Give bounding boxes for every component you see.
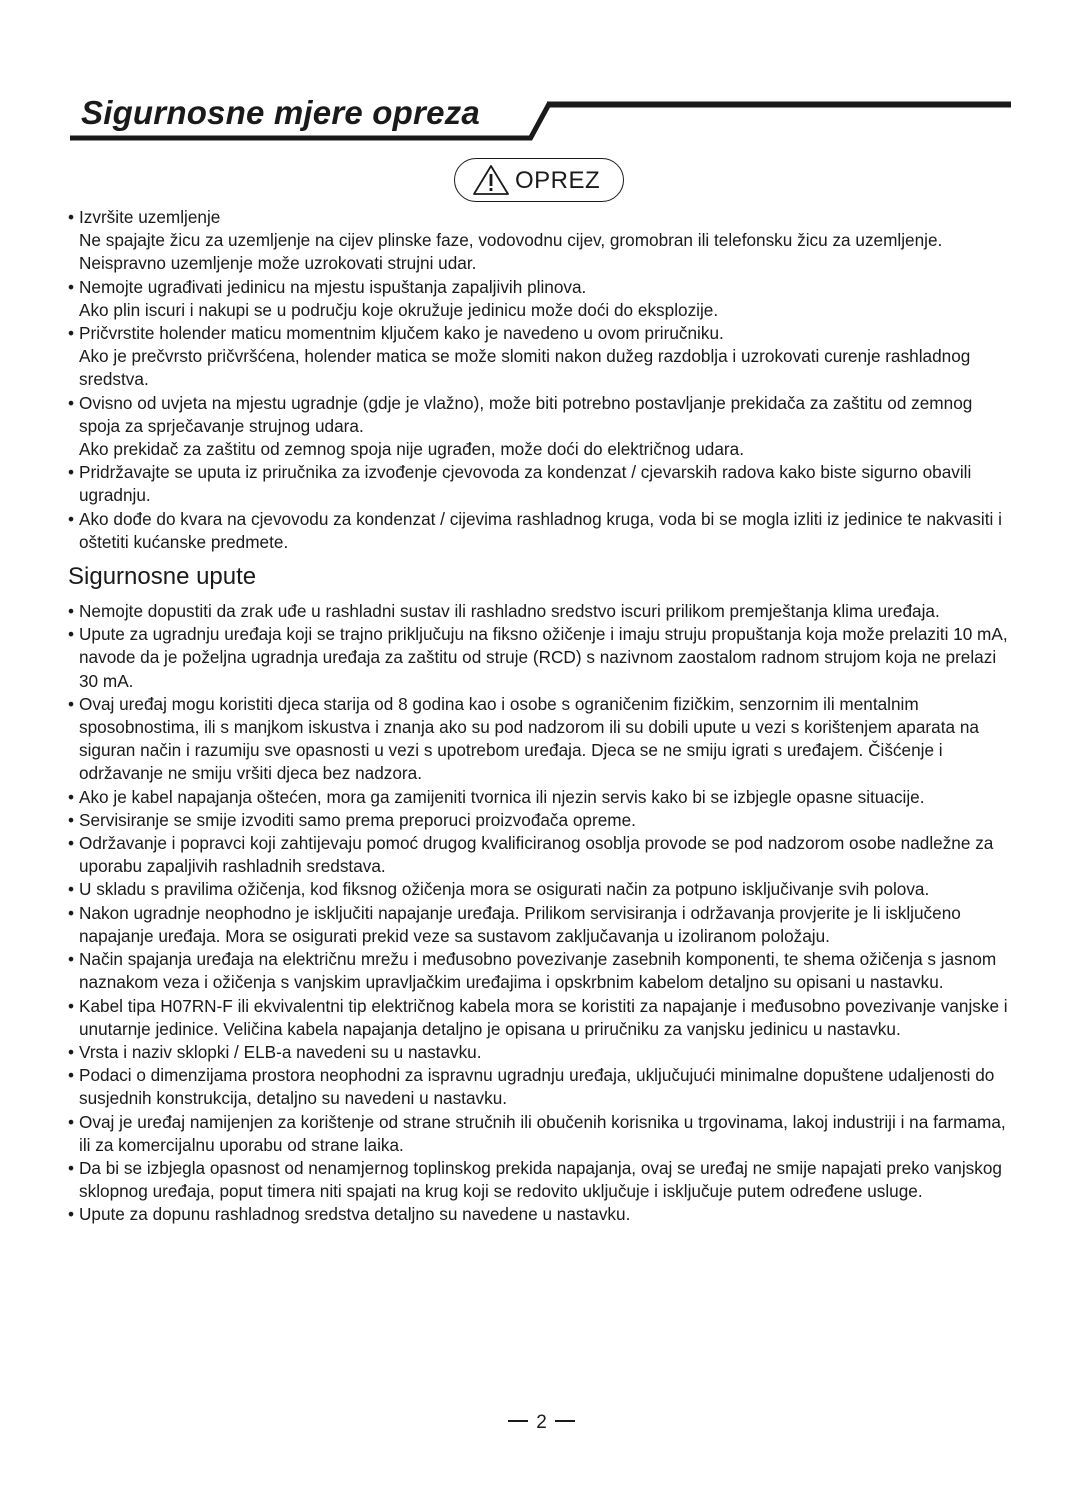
list-item: • Da bi se izbjegla opasnost od nenamjernog toplinskog prekida napajanja, ovaj se uređaj ne smije napajati preko vanjskog sklopnog uređaja, poput timera niti spajati na krug koji se redovito uključuje i isključuje putem određene usluge. [68,1157,1013,1203]
list-item: • Ako je kabel napajanja oštećen, mora ga zamijeniti tvornica ili njezin servis kako bi se izbjegle opasne situacije. [68,786,1013,809]
section-heading: Sigurnosne upute [68,563,257,591]
list-item [68,392,1013,462]
list-item: • Servisiranje se smije izvoditi samo prema preporuci proizvođača opreme. [68,809,1013,832]
item-text: • Pridržavajte se uputa iz priručnika za izvođenje cjevovoda za kondenzat / cjevarskih radova kako biste sigurno obavili ugradnju. [79,462,972,506]
page-header [68,90,1013,144]
list-item [68,508,1013,554]
list-item: • Održavanje i popravci koji zahtijevaju pomoć drugog kvalificiranog osoblja provode se pod nadzorom osobe nadležne za uporabu zapaljivih rashladnih sredstava. [68,832,1013,878]
list-item: • Podaci o dimenzijama prostora neophodni za ispravnu ugradnju uređaja, uključujući minimalne dopuštene udaljenosti do susjednih konstrukcija, detaljno su navedeni u nastavku. [68,1064,1013,1110]
list-item: • Nakon ugradnje neophodno je isključiti napajanje uređaja. Prilikom servisiranja i održavanja provjerite je li isključeno napajanje uređaja. Mora se osigurati prekid veze sa sustavom zaključavanja u izoliranom položaju. [68,902,1013,948]
caution-badge [454,158,624,202]
list-item: • Ovaj uređaj mogu koristiti djeca starija od 8 godina kao i osobe s ograničenim fizičkim, senzornim ili mentalnim sposobnostima, ili s manjkom iskustva i znanja ako su pod nadzorom ili su dobili upute u vezi s korištenjem aparata na siguran način i razumiju sve opasnosti u vezi s upotrebom uređaja. Djeca se ne smiju igrati s uređajem. Čišćenje i održavanje ne smiju vršiti djeca bez nadzora. [68,693,1013,786]
item-text: Ne spajajte žicu za uzemljenje na cijev plinske faze, vodovodnu cijev, gromobran ili telefonsku žicu za uzemljenje. [79,230,943,251]
item-text: • Ovisno od uvjeta na mjestu ugradnje (gdje je vlažno), može biti potrebno postavljanje prekidača za zaštitu od zemnog spoja za sprječavanje strujnog udara. [79,392,973,436]
item-text: • Izvršite uzemljenje [79,207,221,227]
list-item [68,276,1013,322]
list-item: • Upute za dopunu rashladnog sredstva detaljno su navedene u nastavku. [68,1203,1013,1226]
list-item: • Nemojte dopustiti da zrak uđe u rashladni sustav ili rashladno sredstvo iscuri prilikom premještanja klima uređaja. [68,600,1013,623]
warning-triangle-icon [472,164,510,196]
list-item [68,461,1013,507]
list-item: • Ovaj je uređaj namijenjen za korištenje od strane stručnih ili obučenih korisnika u trgovinama, lakoj industriji i na farmama, ili za komercijalnu uporabu od strane laika. [68,1111,1013,1157]
document-body [68,206,1013,1227]
list-item [68,322,1013,392]
page-footer [0,1412,1083,1434]
dash-divider [555,1420,575,1421]
list-item: • U skladu s pravilima ožičenja, kod fiksnog ožičenja mora se osigurati način za potpuno isključivanje svih polova. [68,878,1013,901]
caution-label: OPREZ [515,167,601,194]
item-text: Ako prekidač za zaštitu od zemnog spoja nije ugrađen, može doći do električnog udara. [79,439,744,460]
item-text: Neispravno uzemljenje može uzrokovati strujni udar. [79,253,477,274]
page-title: Sigurnosne mjere opreza [81,94,480,131]
list-item: • Upute za ugradnju uređaja koji se trajno priključuju na fiksno ožičenje i imaju struju propuštanja koja može prelaziti 10 mA, navode da je poželjna ugradnja uređaja za zaštitu od struje (RCD) s nazivnom zaostalom radnom strujom koja ne prelazi 30 mA. [68,623,1013,693]
safety-list [68,600,1013,1226]
list-item: • Kabel tipa H07RN-F ili ekvivalentni tip električnog kabela mora se koristiti za napajanje i međusobno povezivanje vanjske i unutarnje jedinice. Veličina kabela napajanja detaljno je opisana u priručniku za vanjsku jedinicu u nastavku. [68,995,1013,1041]
dash-divider [508,1420,528,1421]
list-item: • Vrsta i naziv sklopki / ELB-a navedeni su u nastavku. [68,1041,1013,1064]
page-number: 2 [536,1412,547,1433]
item-text: Ako je prečvrsto pričvršćena, holender matica se može slomiti nakon dužeg razdoblja i uzrokovati curenje rashladnog sredstva. [79,346,971,390]
item-text: • Nemojte ugrađivati jedinicu na mjestu ispuštanja zapaljivih plinova. [79,276,587,297]
list-item [68,206,1013,276]
item-text: • Ako dođe do kvara na cjevovodu za kondenzat / cijevima rashladnog kruga, voda bi se mogla izliti iz jedinice te nakvasiti i oštetiti kućanske predmete. [79,508,1002,552]
list-item: • Način spajanja uređaja na električnu mrežu i međusobno povezivanje zasebnih komponenti, te shema ožičenja s jasnom naznakom veza i ožičenja s vanjskim upravljačkim uređajima i opskrbnim kabelom detaljno su opisani u nastavku. [68,948,1013,994]
item-text: • Pričvrstite holender maticu momentnim ključem kako je navedeno u ovom priručniku. [79,323,724,344]
precautions-list [68,206,1013,554]
item-text: Ako plin iscuri i nakupi se u području koje okružuje jedinicu može doći do eksplozije. [79,299,719,320]
